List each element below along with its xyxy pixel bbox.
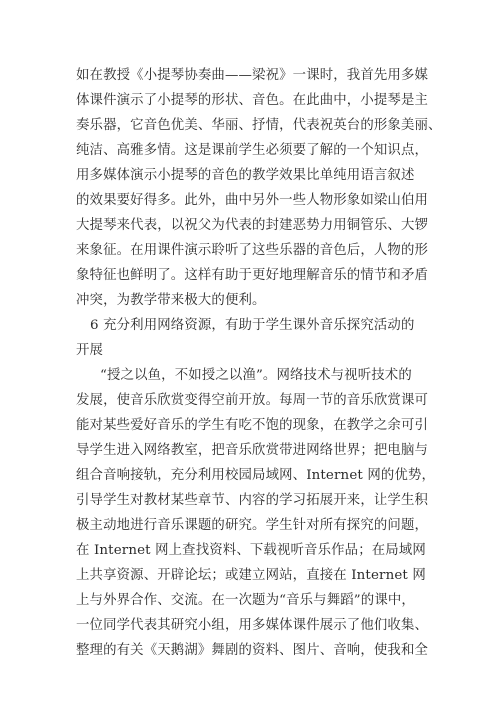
text-line: 来象征。在用课件演示聆听了这些乐器的音色后，人物的形 [76,243,429,258]
text-line: 整理的有关《天鹅湖》舞剧的资料、图片、音响，使我和全 [76,643,429,658]
text-line: 极主动地进行音乐课题的研究。学生针对所有探究的问题， [76,518,429,533]
text-line: 发展，使音乐欣赏变得空前开放。每周一节的音乐欣赏课可 [76,393,429,408]
text-line: 冲突，为教学带来极大的便利。 [76,293,266,308]
text-line: 奏乐器，它音色优美、华丽、抒情，代表祝英台的形象美丽、 [76,118,442,133]
text-line: 组合音响接轨，充分利用校园局域网、Internet 网的优势， [76,468,436,483]
text-line: 的效果要好得多。此外，曲中另外一些人物形象如梁山伯用 [76,193,429,208]
paragraph-first-line: “授之以鱼，不如授之以渔”。网络技术与视听技术的 [100,368,412,383]
text-line: 大提琴来代表，以祝父为代表的封建恶势力用铜管乐、大锣 [76,218,429,233]
text-line: 上与外界合作、交流。在一次题为“音乐与舞蹈”的课中， [76,593,415,608]
section-heading: 6 充分利用网络资源，有助于学生课外音乐探究活动的 [90,318,415,333]
text-line: 纯洁、高雅多情。这是课前学生必须要了解的一个知识点， [76,143,429,158]
text-line: 能对某些爱好音乐的学生有吃不饱的现象，在教学之余可引 [76,418,429,433]
text-line: 上共享资源、开辟论坛；或建立网站，直接在 Internet 网 [76,568,426,583]
section-heading-continuation: 开展 [76,343,104,358]
text-line: 一位同学代表其研究小组，用多媒体课件展示了他们收集、 [76,618,429,633]
text-line: 在 Internet 网上查找资料、下载视听音乐作品；在局域网 [76,543,426,558]
text-line: 象特征也鲜明了。这样有助于更好地理解音乐的情节和矛盾 [76,268,429,283]
text-line: 引导学生对教材某些章节、内容的学习拓展开来，让学生积 [76,493,429,508]
text-line: 体课件演示了小提琴的形状、音色。在此曲中，小提琴是主 [76,93,429,108]
text-line: 如在教授《小提琴协奏曲——梁祝》一课时，我首先用多媒 [76,68,429,83]
text-line: 导学生进入网络教室，把音乐欣赏带进网络世界；把电脑与 [76,443,429,458]
text-line: 用多媒体演示小提琴的音色的教学效果比单纯用语言叙述 [76,168,415,183]
